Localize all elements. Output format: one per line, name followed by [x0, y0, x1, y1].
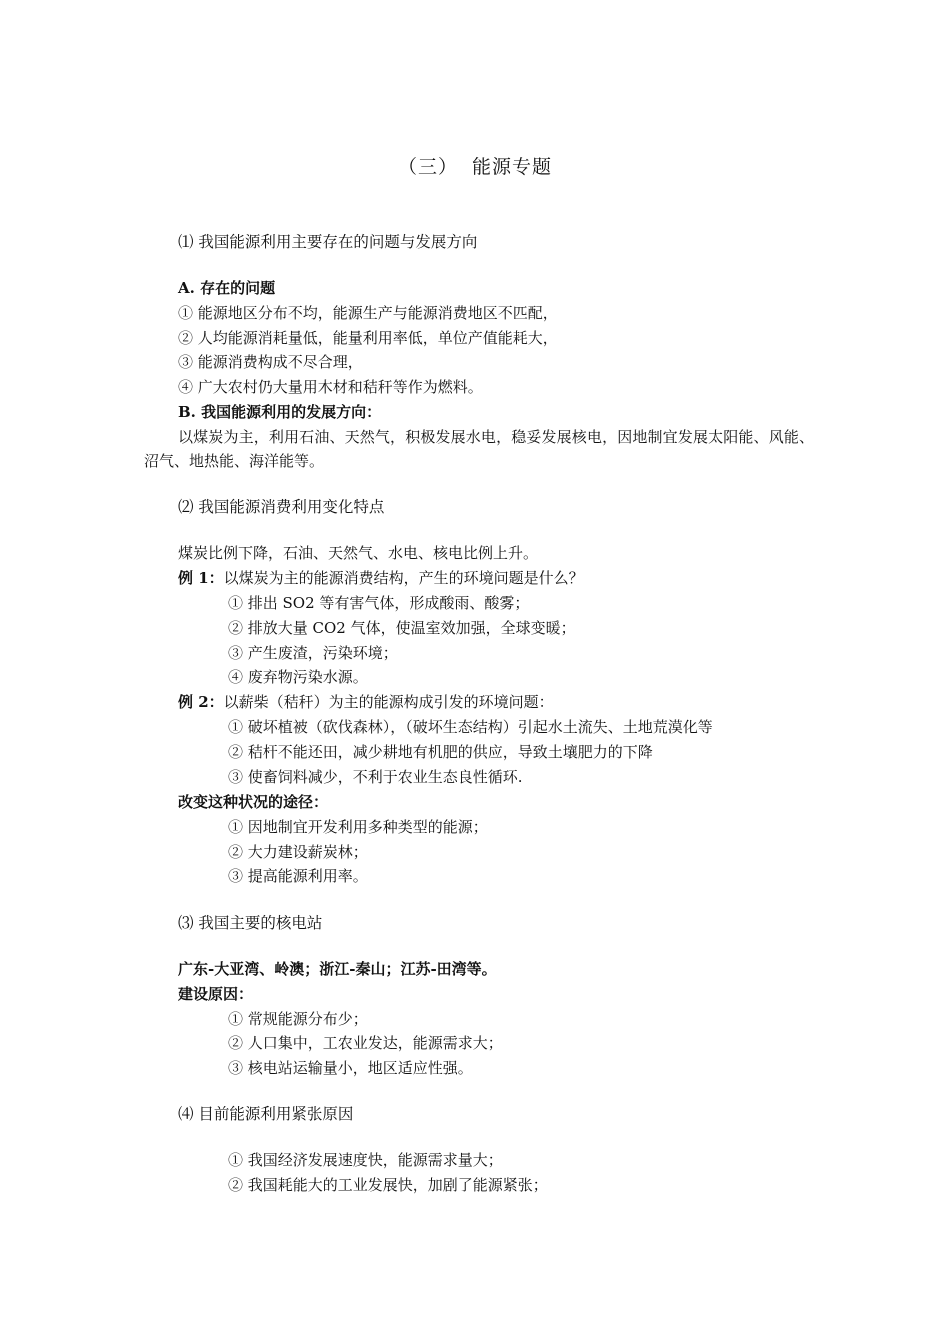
list-item: ③ 产生废渣，污染环境； — [228, 644, 398, 662]
section-2-intro: 煤炭比例下降，石油、天然气、水电、核电比例上升。 — [178, 544, 539, 562]
example-2 — [178, 692, 554, 712]
list-item: ② 大力建设薪炭林； — [228, 843, 368, 861]
title-number: （三） — [397, 156, 458, 178]
list-item: ④ 废弃物污染水源。 — [228, 668, 368, 686]
example-1-question: 以煤炭为主的能源消费结构，产生的环境问题是什么？ — [223, 569, 584, 587]
list-item: ③ 使畜饲料减少，不利于农业生态良性循环. — [228, 768, 523, 786]
reason-title: 建设原因： — [178, 985, 254, 1003]
section-1-heading: ⑴ 我国能源利用主要存在的问题与发展方向 — [178, 233, 478, 251]
nuclear-stations: 广东-大亚湾、岭澳；浙江-秦山；江苏-田湾等。 — [178, 960, 497, 978]
list-item: ③ 能源消费构成不尽合理， — [178, 353, 363, 371]
list-item: ② 我国耗能大的工业发展快，加剧了能源紧张； — [228, 1176, 548, 1194]
example-2-question: 以薪柴（秸秆）为主的能源构成引发的环境问题： — [223, 693, 554, 711]
section-1a-title: A. 存在的问题 — [178, 279, 276, 297]
list-item: ② 排放大量 CO2 气体，使温室效加强，全球变暖； — [228, 619, 576, 637]
list-item: ③ 核电站运输量小，地区适应性强。 — [228, 1059, 473, 1077]
list-item: ② 人均能源消耗量低，能量利用率低，单位产值能耗大， — [178, 329, 558, 347]
list-item: ② 秸杆不能还田，减少耕地有机肥的供应，导致土壤肥力的下降 — [228, 743, 653, 761]
list-item: ① 常规能源分布少； — [228, 1010, 368, 1028]
section-2-heading: ⑵ 我国能源消费利用变化特点 — [178, 498, 385, 516]
example-2-label: 例 2： — [178, 693, 224, 711]
list-item: ① 因地制宜开发利用多种类型的能源； — [228, 818, 488, 836]
list-item: ① 我国经济发展速度快，能源需求量大； — [228, 1151, 503, 1169]
change-title: 改变这种状况的途径： — [178, 793, 329, 811]
list-item: ④ 广大农村仍大量用木材和秸秆等作为燃料。 — [178, 378, 483, 396]
list-item: ③ 提高能源利用率。 — [228, 867, 368, 885]
title-text: 能源专题 — [472, 156, 553, 178]
list-item: ① 排出 SO2 等有害气体，形成酸雨、酸雾； — [228, 594, 530, 612]
section-1b-title: B. 我国能源利用的发展方向： — [178, 403, 382, 421]
page-title — [0, 152, 950, 179]
section-1b-paragraph: 以煤炭为主，利用石油、天然气，积极发展水电，稳妥发展核电，因地制宜发展太阳能、风能、沼气、地热能、海洋能等。 — [144, 428, 814, 470]
example-1 — [178, 568, 584, 588]
list-item: ① 破坏植被（砍伐森林），（破坏生态结构）引起水土流失、土地荒漠化等 — [228, 718, 713, 736]
example-1-label: 例 1： — [178, 569, 224, 587]
section-3-heading: ⑶ 我国主要的核电站 — [178, 914, 323, 932]
section-4-heading: ⑷ 目前能源利用紧张原因 — [178, 1105, 354, 1123]
list-item: ① 能源地区分布不均，能源生产与能源消费地区不匹配， — [178, 304, 558, 322]
list-item: ② 人口集中，工农业发达，能源需求大； — [228, 1034, 503, 1052]
